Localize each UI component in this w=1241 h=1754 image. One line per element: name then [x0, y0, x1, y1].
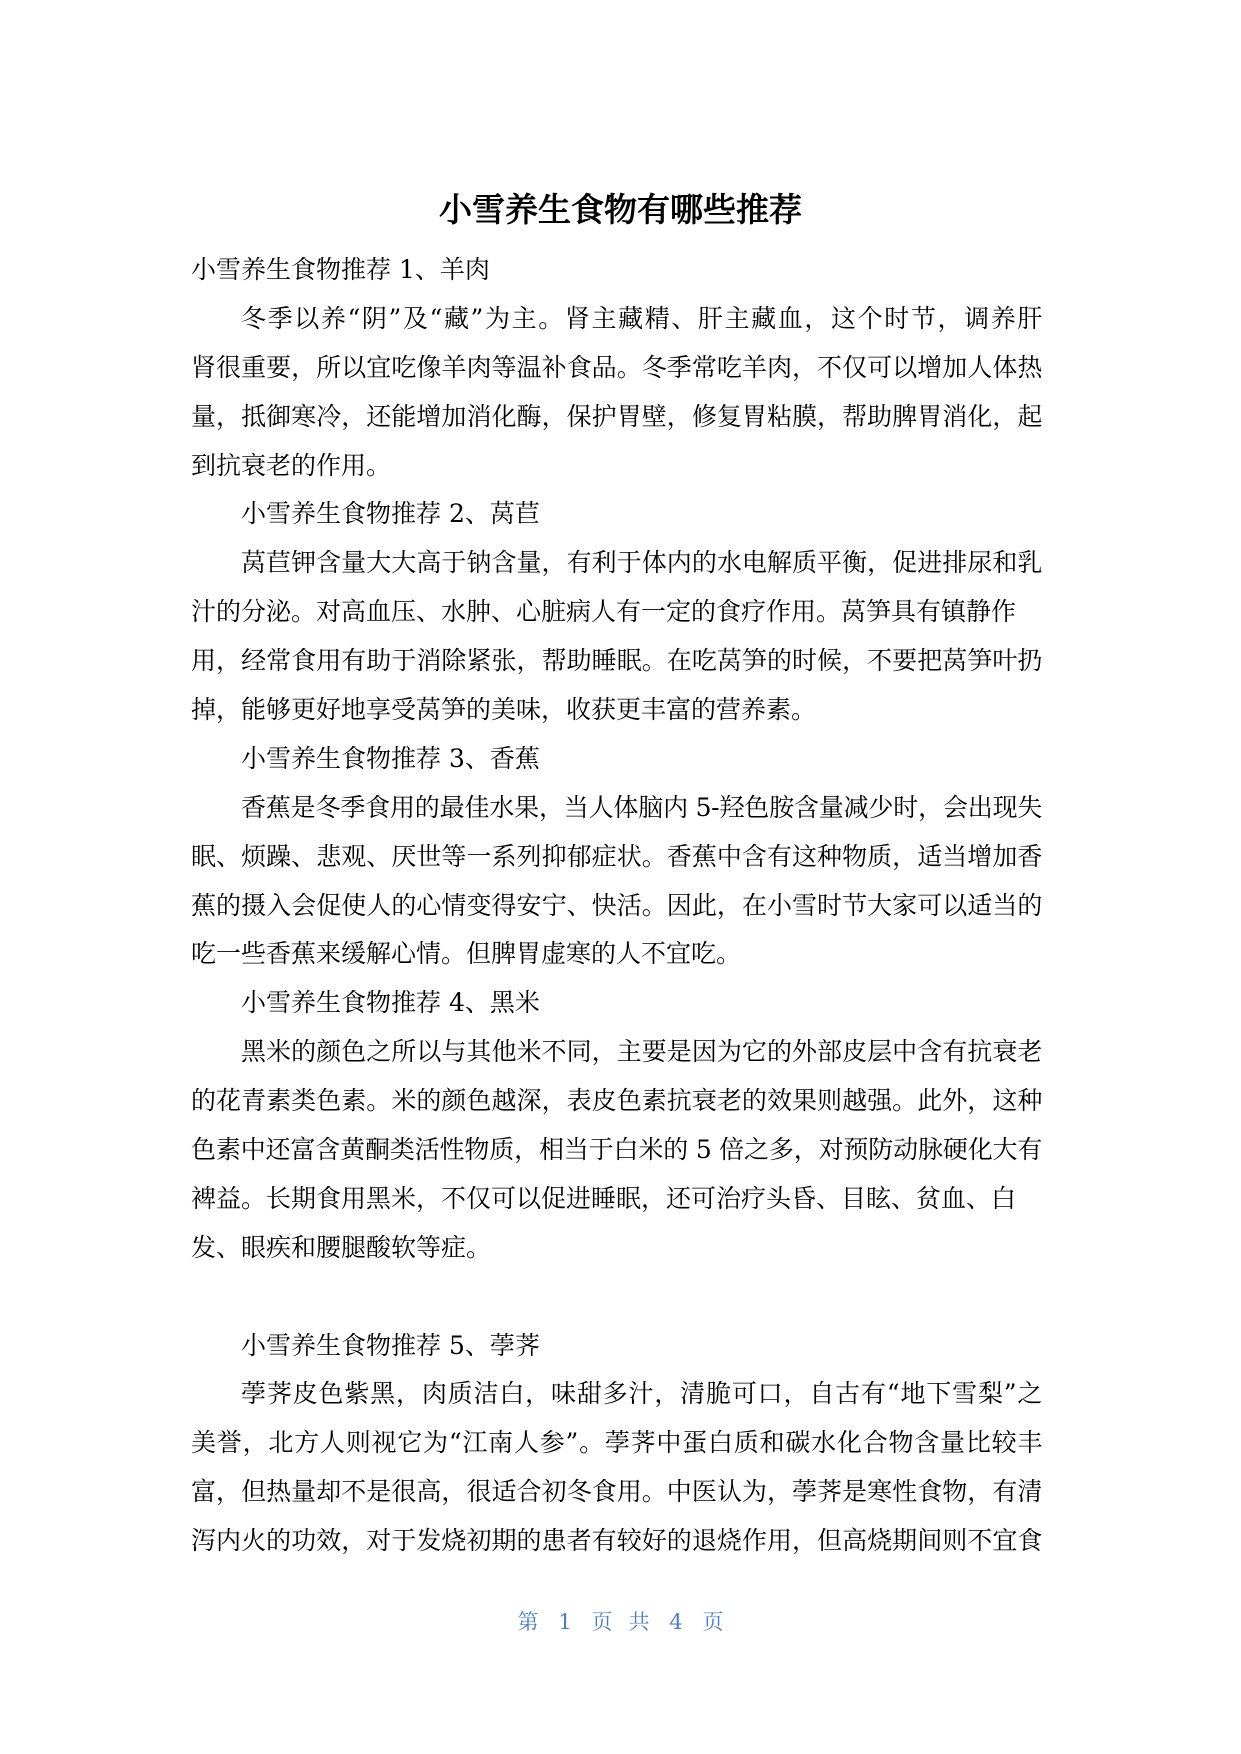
- paragraph-line: 蕉的摄入会促使人的心情变得安宁、快活。因此，在小雪时节大家可以适当的: [191, 890, 1042, 920]
- current-page-number: 1: [558, 1610, 572, 1634]
- paragraph-line: 汁的分泌。对高血压、水肿、心脏病人有一定的食疗作用。莴笋具有镇静作: [191, 597, 1017, 627]
- total-pages-number: 4: [669, 1610, 683, 1634]
- section-water-chestnut: [191, 1322, 1042, 1566]
- paragraph-line: 用，经常食用有助于消除紧张，帮助睡眠。在吃莴笋的时候，不要把莴笋叶扔: [191, 646, 1042, 676]
- paragraph-line: 黑米的颜色之所以与其他米不同，主要是因为它的外部皮层中含有抗衰老: [241, 1037, 1042, 1067]
- paragraph-line: 莴苣钾含量大大高于钠含量，有利于体内的水电解质平衡，促进排尿和乳: [241, 548, 1042, 578]
- page-footer: [0, 1608, 1241, 1636]
- section-heading: 小雪养生食物推荐 5、荸荠: [241, 1330, 540, 1360]
- paragraph-line: 到抗衰老的作用。: [191, 450, 392, 480]
- section-banana: [191, 735, 1042, 979]
- paragraph-line: 眠、烦躁、悲观、厌世等一系列抑郁症状。香蕉中含有这种物质，适当增加香: [191, 841, 1042, 871]
- paragraph-line: 香蕉是冬季食用的最佳水果，当人体脑内 5-羟色胺含量减少时，会出现失: [241, 792, 1042, 822]
- paragraph-line: 发、眼疾和腰腿酸软等症。: [191, 1232, 492, 1262]
- paragraph-line: 泻内火的功效，对于发烧初期的患者有较好的退烧作用，但高烧期间则不宜食: [191, 1526, 1042, 1556]
- paragraph-line: 吃一些香蕉来缓解心情。但脾胃虚寒的人不宜吃。: [191, 939, 742, 969]
- paragraph-line: 裨益。长期食用黑米，不仅可以促进睡眠，还可治疗头昏、目眩、贫血、白: [191, 1183, 1017, 1213]
- section-heading: 小雪养生食物推荐 4、黑米: [241, 988, 540, 1018]
- paragraph-line: 掉，能够更好地享受莴笋的美味，收获更丰富的营养素。: [191, 695, 817, 725]
- paragraph-line: 的花青素类色素。米的颜色越深，表皮色素抗衰老的效果则越强。此外，这种: [191, 1086, 1042, 1116]
- section-heading: 小雪养生食物推荐 2、莴苣: [241, 499, 540, 529]
- page-label-total-word: 共: [628, 1610, 650, 1634]
- page-label-word: 页: [591, 1610, 613, 1634]
- document-body: [191, 246, 1042, 1566]
- section-heading: 小雪养生食物推荐 1、羊肉: [191, 255, 490, 284]
- blank-line: [191, 1273, 1042, 1322]
- paragraph-line: 荸荠皮色紫黑，肉质洁白，味甜多汁，清脆可口，自古有“地下雪梨”之: [241, 1379, 1042, 1409]
- paragraph-line: 量，抵御寒冷，还能增加消化酶，保护胃壁，修复胃粘膜，帮助脾胃消化，起: [191, 401, 1042, 431]
- paragraph-line: 肾很重要，所以宜吃像羊肉等温补食品。冬季常吃羊肉，不仅可以增加人体热: [191, 352, 1042, 382]
- document-title: 小雪养生食物有哪些推荐: [439, 190, 802, 229]
- page-label-prefix: 第: [517, 1610, 539, 1634]
- paragraph-line: 冬季以养“阴”及“藏”为主。肾主藏精、肝主藏血，这个时节，调养肝: [241, 303, 1042, 333]
- page-label-suffix: 页: [702, 1610, 724, 1634]
- section-lettuce: [191, 490, 1042, 734]
- paragraph-line: 美誉，北方人则视它为“江南人参”。荸荠中蛋白质和碳水化合物含量比较丰: [191, 1428, 1042, 1458]
- section-lamb: [191, 246, 1042, 490]
- paragraph-line: 富，但热量却不是很高，很适合初冬食用。中医认为，荸荠是寒性食物，有清: [191, 1477, 1042, 1507]
- section-black-rice: [191, 979, 1042, 1272]
- section-heading: 小雪养生食物推荐 3、香蕉: [241, 743, 540, 773]
- paragraph-line: 色素中还富含黄酮类活性物质，相当于白米的 5 倍之多，对预防动脉硬化大有: [191, 1135, 1042, 1165]
